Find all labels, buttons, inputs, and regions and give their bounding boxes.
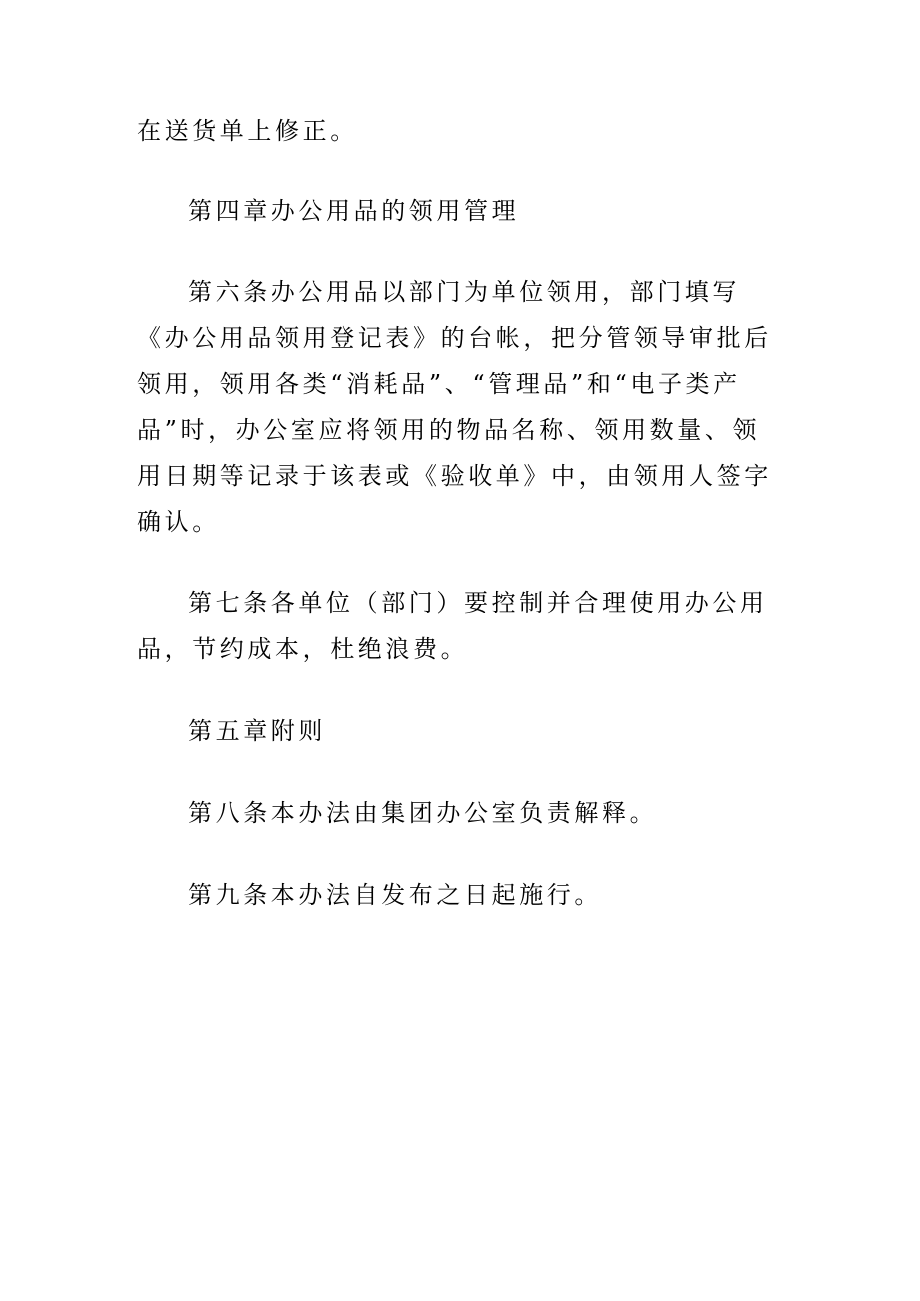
paragraph-continuation: 在送货单上修正。: [137, 117, 358, 145]
article-6-paragraph: 第六条办公用品以部门为单位领用，部门填写《办公用品领用登记表》的台帐，把分管领导审批后领用，领用各类“消耗品”、“管理品”和“电子类产品”时，办公室应将领用的物品名称、领用数量、领用日期等记录于该表或《验收单》中，由领用人签字确认。: [137, 278, 772, 536]
chapter-heading-5: 第五章附则: [188, 717, 326, 745]
article-9-paragraph: 第九条本办法自发布之日起施行。: [188, 881, 602, 909]
article-8-paragraph: 第八条本办法由集团办公室负责解释。: [188, 799, 658, 827]
document-body: [137, 108, 787, 918]
article-7-paragraph: 第七条各单位（部门）要控制并合理使用办公用品，节约成本，杜绝浪费。: [137, 589, 768, 663]
chapter-heading-4: 第四章办公用品的领用管理: [188, 197, 520, 225]
